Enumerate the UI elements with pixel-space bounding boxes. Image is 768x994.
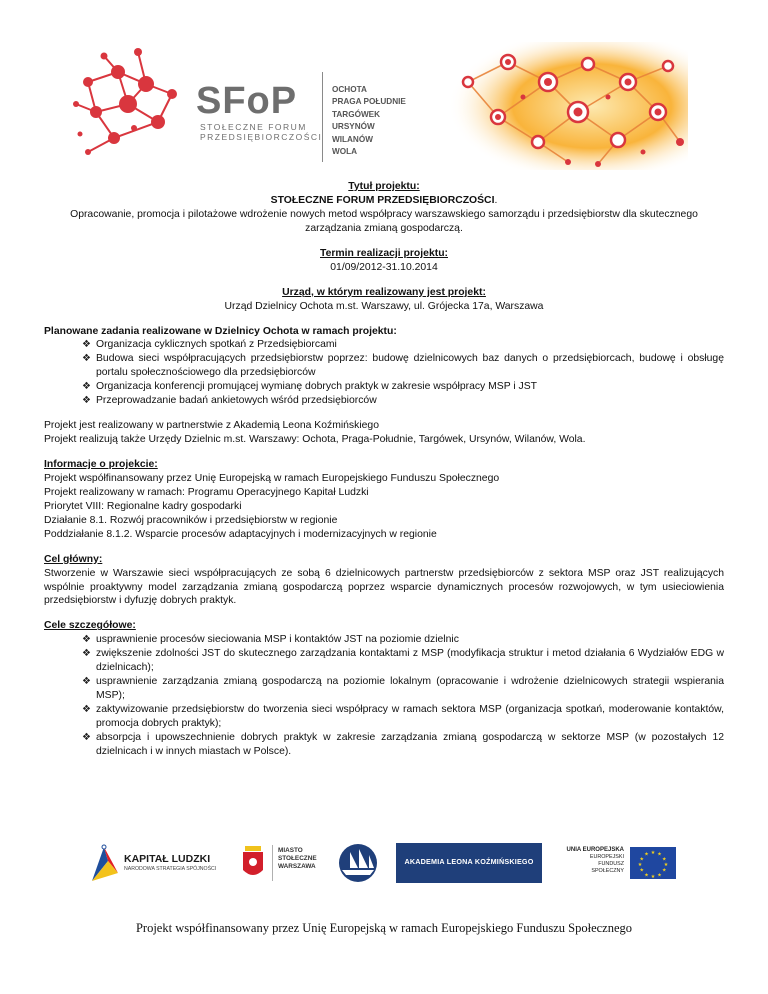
eu-flag-icon: [630, 847, 676, 879]
district-item: WOLA: [332, 147, 358, 157]
diamond-bullet-icon: ❖: [82, 676, 91, 688]
specific-goals-section: [44, 619, 724, 758]
info-line: Działanie 8.1. Rozwój pracowników i przedsiębiorstw w regionie: [44, 514, 338, 526]
warszawa-line: WARSZAWA: [278, 863, 316, 870]
footer-logos: [90, 843, 680, 883]
list-item: ❖ zwiększenie zdolności JST do skutecznego zarządzania kontaktami z MSP (modyfikacja struktur i metod działania 6 Wydziałów EDG w dzielnicach);: [82, 648, 724, 674]
diamond-bullet-icon: ❖: [82, 381, 91, 393]
diamond-bullet-icon: ❖: [82, 704, 91, 715]
partnership-line: Projekt jest realizowany w partnerstwie z Akademią Leona Koźmińskiego: [44, 420, 379, 432]
project-office-label: Urząd, w którym realizowany jest projekt:: [282, 286, 486, 298]
partnership-section: [44, 419, 724, 447]
specific-goals-heading: Cele szczegółowe:: [44, 620, 136, 632]
district-item: URSYNÓW: [332, 122, 375, 132]
info-line: Poddziałanie 8.1.2. Wsparcie procesów adaptacyjnych i modernizacyjnych w regionie: [44, 528, 437, 540]
district-item: WILANÓW: [332, 134, 373, 144]
project-title-description: Opracowanie, promocja i pilotażowe wdrożenie nowych metod współpracy warszawskiego samorządu i przedsiębiorstw dla skutecznego zarządzania zmianą gospodarczą.: [70, 208, 698, 234]
kapital-ludzki-subtitle: NARODOWA STRATEGIA SPÓJNOŚCI: [124, 866, 217, 872]
svg-text:★: ★: [637, 862, 643, 868]
alk-logo: [396, 843, 542, 883]
logo-wordmark: SFoP: [196, 80, 298, 122]
warszawa-divider: [272, 845, 273, 881]
list-item: ❖ zaktywizowanie przedsiębiorstw do tworzenia sieci współpracy w ramach sektora MSP (organizacja spotkań, moderowanie kontaktów, promocja dobrych praktyk);: [82, 704, 724, 729]
svg-text:★: ★: [639, 867, 644, 874]
tasks-list: [44, 338, 724, 408]
district-item: OCHOTA: [332, 85, 367, 94]
main-goal-text: Stworzenie w Warszawie sieci współpracujących ze sobą 6 dzielnicowych partnerstw przedsiębiorców z sektora MSP oraz JST realizujących wspólnie proaktywny model zarządzania zmianą gospodarczą poprzez wsparcie dynamicznych procesów rozwojowych, w tym usieciowienia przedsiębiorstw i dyfuzję dobrych praktyk.: [44, 567, 724, 607]
logo-subtitle-1: STOŁECZNE FORUM: [200, 122, 307, 132]
diamond-bullet-icon: ❖: [82, 339, 91, 351]
project-office-value: Urząd Dzielnicy Ochota m.st. Warszawy, ul. Grójecka 17a, Warszawa: [224, 300, 544, 312]
footer-cofinancing-note: Projekt współfinansowany przez Unię Europejską w ramach Europejskiego Funduszu Społecznego: [135, 921, 633, 935]
svg-text:★: ★: [639, 856, 644, 863]
district-item: PRAGA POŁUDNIE: [332, 97, 406, 107]
eu-line: EUROPEJSKI: [589, 854, 624, 860]
sailing-ship-icon: [330, 843, 386, 883]
svg-text:★: ★: [644, 851, 649, 858]
project-title-label: Tytuł projektu:: [348, 181, 420, 192]
svg-text:★: ★: [657, 851, 662, 858]
header-banner: [68, 42, 688, 170]
project-term-block: [44, 247, 724, 275]
list-item: ❖ Przeprowadzanie badań ankietowych wśród przedsiębiorców: [82, 395, 377, 407]
kapital-ludzki-title: KAPITAŁ LUDZKI: [124, 853, 211, 865]
warszawa-line: STOŁECZNE: [278, 855, 317, 862]
diamond-bullet-icon: ❖: [82, 353, 91, 365]
tasks-section: [44, 325, 724, 409]
svg-text:★: ★: [644, 872, 649, 879]
svg-text:★: ★: [663, 862, 669, 868]
svg-text:★: ★: [662, 856, 667, 863]
project-title-name: STOŁECZNE FORUM PRZEDSIĘBIORCZOŚCI: [270, 194, 495, 206]
svg-text:★: ★: [657, 872, 662, 879]
info-line: Projekt współfinansowany przez Unię Europejską w ramach Europejskiego Funduszu Społecznego: [44, 472, 500, 484]
header-divider: [322, 72, 323, 162]
tasks-heading: Planowane zadania realizowane w Dzielnicy Ochota w ramach projektu:: [44, 325, 397, 337]
svg-text:★: ★: [662, 867, 667, 874]
eu-line: UNIA EUROPEJSKA: [566, 847, 624, 853]
list-item: ❖ usprawnienie procesów sieciowania MSP i kontaktów JST na poziomie dzielnic: [82, 634, 459, 646]
document-body: [44, 180, 724, 759]
warszawa-line: MIASTO: [278, 847, 303, 854]
partnership-line: Projekt realizują także Urzędy Dzielnic m.st. Warszawy: Ochota, Praga-Południe, Targówek, Ursynów, Wilanów, Wola.: [44, 434, 586, 446]
alk-name: AKADEMIA LEONA KOŹMIŃSKIEGO: [404, 857, 534, 866]
list-item: ❖ Organizacja cyklicznych spotkań z Przedsiębiorcami: [82, 339, 337, 351]
list-item: ❖ absorpcja i upowszechnienie dobrych praktyk w zakresie zarządzania zmianą gospodarczą w sektorze MSP (w pozostałych 12 dzielnicach i w innych miastach w Polsce).: [82, 731, 724, 757]
svg-text:★: ★: [650, 874, 656, 879]
main-goal-heading: Cel główny:: [44, 553, 103, 565]
project-office-block: [44, 286, 724, 314]
kapital-ludzki-logo: [90, 843, 230, 883]
project-title-block: Tytuł projektu: STOŁECZNE FORUM PRZEDSIĘBIORCZOŚCI. Opracowanie, promocja i pilotażowe wdrożenie nowych metod współpracy warszawskiego samorządu i przedsiębiorstw dla skutecznego zarządzania zmianą gospodarczą.: [44, 180, 724, 236]
warszawa-text: [278, 847, 317, 871]
list-item: ❖ Organizacja konferencji promującej wymianę dobrych praktyk w zakresie współpracy MSP i JST: [82, 381, 538, 393]
diamond-bullet-icon: ❖: [82, 731, 91, 743]
diamond-bullet-icon: ❖: [82, 395, 91, 407]
svg-text:★: ★: [650, 850, 656, 856]
kapital-ludzki-icon: [90, 843, 120, 883]
info-section: [44, 458, 724, 542]
project-term-value: 01/09/2012-31.10.2014: [330, 261, 438, 273]
info-line: Priorytet VIII: Regionalne kadry gospodarki: [44, 500, 242, 512]
list-item: ❖ usprawnienie zarządzania zmianą gospodarczą na poziomie lokalnym (opracowanie i wdrożenie dzielnicowych strategii wspierania MSP);: [82, 676, 724, 702]
warszawa-logo: [240, 843, 330, 883]
specific-goals-list: [44, 633, 724, 758]
project-term-label: Termin realizacji projektu:: [320, 247, 448, 259]
eu-logo: [566, 843, 680, 883]
main-goal-section: [44, 553, 724, 609]
district-item: TARGÓWEK: [332, 109, 381, 119]
warszawa-coat-of-arms-icon: [240, 844, 266, 882]
eu-line: FUNDUSZ SPOŁECZNY: [591, 861, 624, 874]
info-heading: Informacje o projekcie:: [44, 459, 158, 470]
eu-text: [566, 847, 624, 875]
district-list: [332, 84, 406, 158]
info-line: Projekt realizowany w ramach: Programu Operacyjnego Kapitał Ludzki: [44, 486, 369, 498]
logo-subtitle-2: PRZEDSIĘBIORCZOŚCI: [200, 132, 323, 142]
diamond-bullet-icon: ❖: [82, 634, 91, 646]
list-item: ❖ Budowa sieci współpracujących przedsiębiorstw poprzez: budowę dzielnicowych baz danych o przedsiębiorcach, budowę i obsługę portalu społecznościowego dla przedsiębiorców: [82, 353, 724, 379]
alk-emblem-logo: [330, 843, 388, 883]
diamond-bullet-icon: ❖: [82, 648, 91, 660]
